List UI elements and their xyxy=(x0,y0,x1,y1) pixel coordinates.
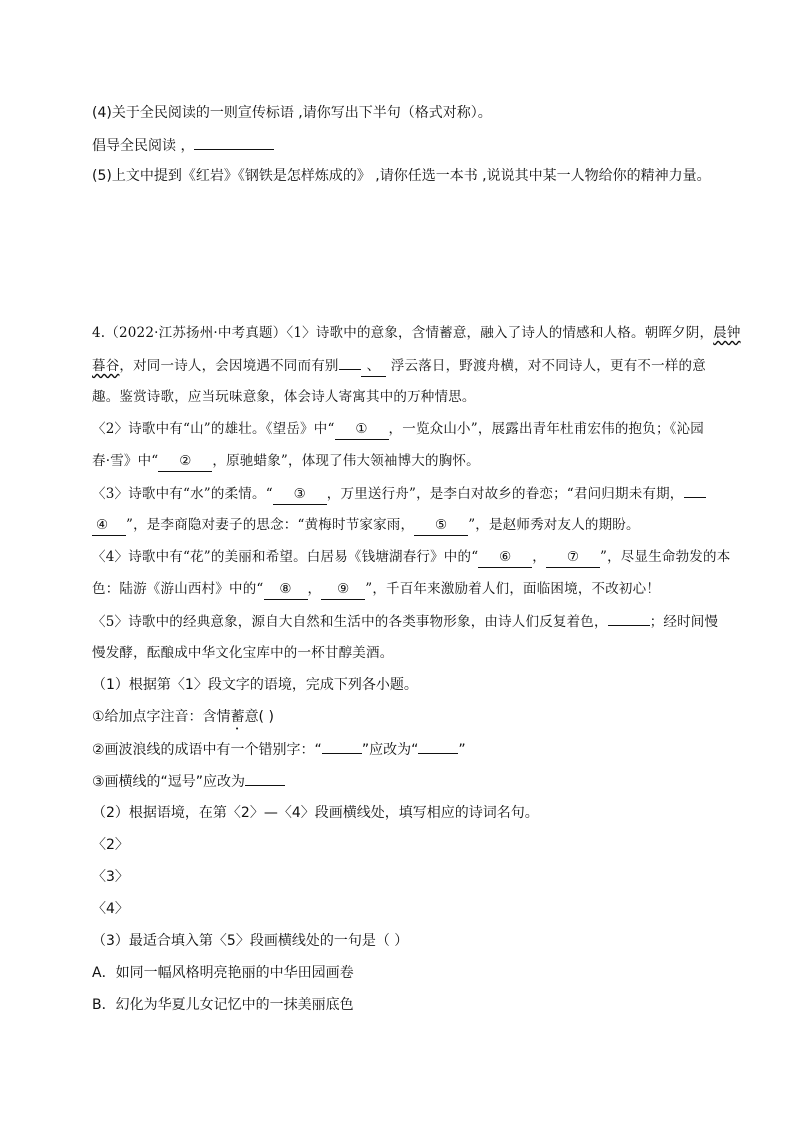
subq-1-1 xyxy=(92,707,274,733)
subq-3-title: （3）最适合填入第〈5〉段画横线处的一句是（ ） xyxy=(92,933,409,949)
para-text: ”，千百年来激励着人们，面临困境，不改初心！ xyxy=(365,581,661,597)
question-para2-line2 xyxy=(92,451,480,472)
question-para4-line1: 〈4〉诗歌中有“花”的美丽和希望。白居易《钱塘湖春行》中的“ ⑥ ， ⑦ ”，尽显生命勃发的本 xyxy=(92,547,730,568)
para-text: ；经时间慢 xyxy=(649,614,719,630)
para-text: ，对同一诗人，会因境遇不同而有别 xyxy=(119,358,339,374)
para-text: 浮云落日，野渡舟横，对不同诗人，更有不一样的意 xyxy=(390,358,706,374)
correct-char-blank[interactable] xyxy=(418,739,458,754)
blank-9[interactable]: ⑨ xyxy=(321,579,365,600)
wavy-idiom: 晨钟 xyxy=(713,325,741,341)
wavy-idiom: 暮谷 xyxy=(92,358,120,374)
comma-answer-blank[interactable] xyxy=(245,771,285,786)
subq-2-b: 〈3〉 xyxy=(92,869,129,885)
blank-6[interactable]: ⑥ xyxy=(478,547,532,568)
option-b[interactable]: B．幻化为华夏儿女记忆中的一抹美丽底色 xyxy=(92,997,354,1013)
blank-3[interactable]: ③ xyxy=(273,484,327,505)
para-text: 〈4〉诗歌中有“花”的美丽和希望。白居易《钱塘湖春行》中的“ xyxy=(92,549,479,565)
blank-1[interactable]: ① xyxy=(335,419,389,440)
wrong-char-blank[interactable] xyxy=(322,739,362,754)
question-para2-line1 xyxy=(92,419,704,440)
question-para4-line2: 色：陆游《游山西村》中的“ ⑧ ， ⑨ ”，千百年来激励着人们，面临困境，不改初心！ xyxy=(92,579,660,600)
para-text: ，原驰蜡象”，体现了伟大领袖博大的胸怀。 xyxy=(212,453,480,469)
option-a[interactable]: A．如同一幅风格明亮艳丽的中华田园画卷 xyxy=(92,965,354,981)
subq-1-3 xyxy=(92,771,285,792)
underlined-comma: 、 xyxy=(361,356,387,377)
subq-text: ②画波浪线的成语中有一个错别字：“ xyxy=(92,742,322,758)
comma-blank[interactable] xyxy=(339,355,361,370)
subq-1-2 xyxy=(92,739,466,760)
subq-2-c: 〈4〉 xyxy=(92,901,129,917)
question-para5-line1 xyxy=(92,611,718,632)
blank-4[interactable]: ④ xyxy=(92,515,126,536)
blank-2[interactable]: ② xyxy=(158,451,212,472)
q5-sub-text: (5)上文中提到《红岩》《钢铁是怎样炼成的》 ,请你任选一本书 ,说说其中某一人物给你的精神力量。 xyxy=(92,168,711,184)
q4-sub-prompt-line xyxy=(92,135,274,156)
para-text: 〈5〉诗歌中的经典意象，源自大自然和生活中的各类事物形象，由诗人们反复着色， xyxy=(92,614,608,630)
subq-text: ”应改为“ xyxy=(361,742,419,758)
para-text: ”，是李商隐对妻子的思念：“黄梅时节家家雨， xyxy=(126,517,415,533)
blank-7[interactable]: ⑦ xyxy=(546,547,600,568)
para-text: 色：陆游《游山西村》中的“ xyxy=(92,581,264,597)
para-text: 〈2〉诗歌中有“山”的雄壮。《望岳》中“ xyxy=(92,421,335,437)
subq-text: 意( ) xyxy=(244,709,274,725)
para-text: 4.（2022·江苏扬州·中考真题）〈1〉诗歌中的意象，含情蓄意，融入了诗人的情感和人格。朝晖夕阴， xyxy=(92,325,714,341)
question-para1-line3: 趣。鉴赏诗歌，应当玩味意象，体会诗人寄寓其中的万种情思。 xyxy=(92,389,476,405)
question-para3-line2 xyxy=(92,515,640,536)
subq-2-a: 〈2〉 xyxy=(92,837,129,853)
q4-sub-prompt: 倡导全民阅读 ， xyxy=(92,138,195,154)
dotted-char: 蓄 xyxy=(230,709,245,725)
answer-blank[interactable] xyxy=(684,483,706,498)
question-para1-line2 xyxy=(92,355,706,377)
blank-8[interactable]: ⑧ xyxy=(264,579,308,600)
para-text: ”，是赵师秀对友人的期盼。 xyxy=(468,517,640,533)
para-text: ”，尽显生命勃发的本 xyxy=(600,549,731,565)
subq-2-title: （2）根据语境，在第〈2〉—〈4〉段画横线处，填写相应的诗词名句。 xyxy=(92,805,539,821)
para-text: 春·雪》中“ xyxy=(92,453,159,469)
answer-blank[interactable] xyxy=(608,611,650,626)
para-text: 〈3〉诗歌中有“水”的柔情。“ xyxy=(92,486,273,502)
question-para3-line1 xyxy=(92,483,706,505)
subq-text: ” xyxy=(458,742,466,758)
subq-1-title: （1）根据第〈1〉段文字的语境，完成下列各小题。 xyxy=(92,677,418,693)
q4-sub-text: (4)关于全民阅读的一则宣传标语 ,请你写出下半句（格式对称）。 xyxy=(92,105,492,121)
para-text: ，万里送行舟”，是李白对故乡的眷恋；“君问归期未有期， xyxy=(326,486,684,502)
question-para1-line1 xyxy=(92,323,741,343)
subq-text: ③画横线的“逗号”应改为 xyxy=(92,774,246,790)
blank-5[interactable]: ⑤ xyxy=(414,515,468,536)
para-text: ，一览众山小”，展露出青年杜甫宏伟的抱负；《沁园 xyxy=(388,421,704,437)
subq-text: ①给加点字注音：含情 xyxy=(92,709,231,725)
question-para5-line2: 慢发酵，酝酿成中华文化宝库中的一杯甘醇美酒。 xyxy=(92,645,394,661)
answer-blank[interactable] xyxy=(194,135,274,150)
